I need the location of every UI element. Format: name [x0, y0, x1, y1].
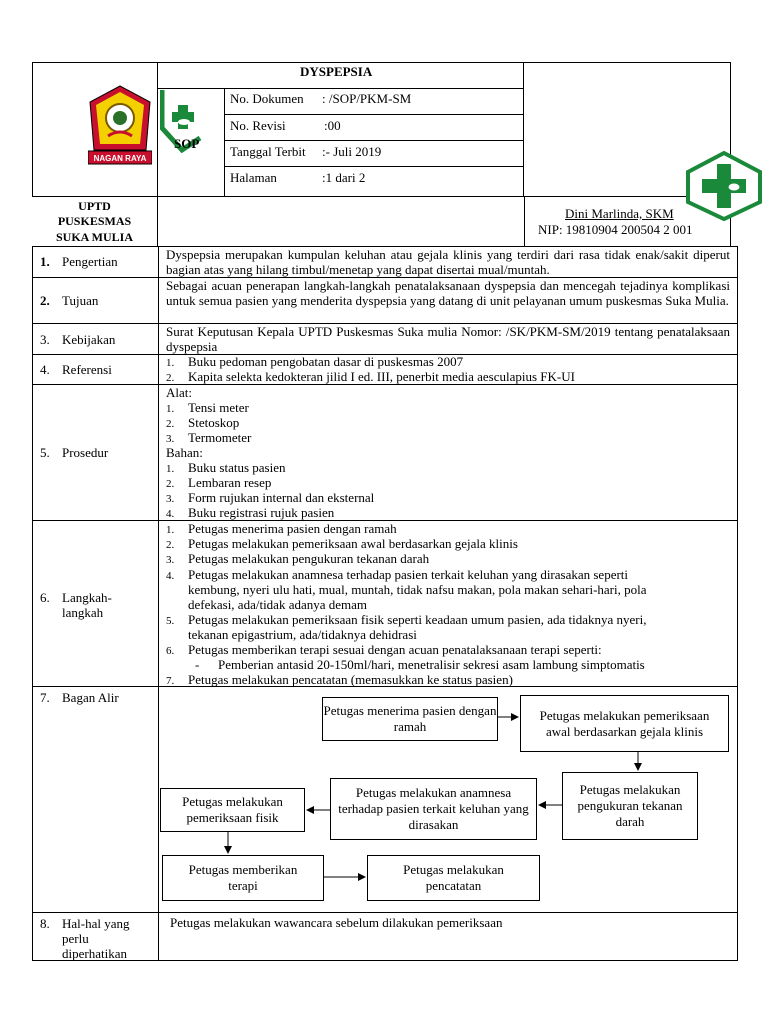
section-label-hal-hal-2: perlu: [62, 931, 89, 946]
pengertian-text: Dyspepsia merupakan kumpulan keluhan atau gejala klinis yang terdiri dari rasa tidak enak/sakit diperut bagian atas yang hilang timbul/menetap yang dapat disertai mual/muntah.: [166, 247, 730, 277]
document-title: DYSPEPSIA: [300, 64, 373, 79]
field-value-tanggal: :- Juli 2019: [322, 144, 382, 159]
section-number: 7.: [40, 690, 50, 705]
alat-item-2: 2. Stetoskop: [166, 415, 240, 430]
flow-box-pencatatan: Petugas melakukan pencatatan: [367, 855, 540, 901]
alat-label: Alat:: [166, 385, 192, 400]
section-number: 8.: [40, 916, 50, 931]
referensi-item-1: 1. Buku pedoman pengobatan dasar di puskesmas 2007: [166, 354, 464, 369]
section-label-referensi: Referensi: [62, 362, 112, 377]
langkah-item-5-line-2: tekanan epigastrium, ada/tidaknya dehidrasi: [188, 627, 417, 642]
tujuan-text: Sebagai acuan penerapan langkah-langkah penatalaksanaan dyspepsia dan mencegah tejadinya komplikasi untuk semua pasien yang menderita dyspepsia yang datang di unit pelayanan umum puskesmas Suka Mulia.: [166, 278, 730, 308]
bahan-label: Bahan:: [166, 445, 203, 460]
section-label-hal-hal-3: diperhatikan: [62, 946, 127, 961]
langkah-item-1: 1. Petugas menerima pasien dengan ramah: [166, 521, 397, 536]
field-value-dokumen: : /SOP/PKM-SM: [322, 91, 412, 106]
section-number: 3.: [40, 332, 50, 347]
kebijakan-text: Surat Keputusan Kepala UPTD Puskesmas Suka mulia Nomor: /SK/PKM-SM/2019 tentang penatalaksaan dyspepsia: [166, 324, 730, 354]
langkah-item-7: 7. Petugas melakukan pencatatan (memasukkan ke status pasien): [166, 672, 513, 687]
langkah-item-2: 2. Petugas melakukan pemeriksaan awal berdasarkan gejala klinis: [166, 536, 518, 551]
org-line-2: PUSKESMAS: [57, 214, 132, 228]
langkah-item-3: 3. Petugas melakukan pengukuran tekanan darah: [166, 551, 430, 566]
bahan-item-1: 1. Buku status pasien: [166, 460, 286, 475]
field-label-revisi: No. Revisi: [230, 118, 286, 133]
org-line-1: UPTD: [78, 199, 111, 213]
section-label-langkah-2: langkah: [62, 605, 104, 620]
flow-box-pemeriksaan-awal: Petugas melakukan pemeriksaan awal berdasarkan gejala klinis: [520, 695, 729, 752]
flow-box-anamnesa: Petugas melakukan anamnesa terhadap pasien terkait keluhan yang dirasakan: [330, 778, 537, 840]
org-line-3: SUKA MULIA: [55, 230, 133, 244]
langkah-item-5: 5. Petugas melakukan pemeriksaan fisik seperti keadaan umum pasien, ada tidaknya nyeri,: [166, 612, 647, 627]
langkah-item-4-line-2: kembung, nyeri ulu hati, mual, muntah, tidak nafsu makan, pola makan sehari-hari, pola: [188, 582, 647, 597]
section-number: 1.: [40, 254, 50, 269]
langkah-item-4-line-3: defekasi, ada/tidak adanya demam: [188, 597, 368, 612]
langkah-sub-item: Pemberian antasid 20-150ml/hari, menetralisir sekresi asam lambung simptomatis: [218, 657, 645, 672]
langkah-item-4: 4. Petugas melakukan anamnesa terhadap pasien terkait keluhan yang dirasakan seperti: [166, 567, 629, 582]
section-label-pengertian: Pengertian: [62, 254, 118, 269]
bahan-item-2: 2. Lembaran resep: [166, 475, 272, 490]
langkah-sub-dash: -: [195, 657, 200, 672]
section-number: 4.: [40, 362, 50, 377]
section-label-hal-hal: Hal-hal yang: [62, 916, 130, 931]
alat-item-3: 3. Termometer: [166, 430, 252, 445]
flow-box-tekanan-darah: Petugas melakukan pengukuran tekanan darah: [562, 772, 698, 840]
flow-box-menerima: Petugas menerima pasien dengan ramah: [322, 697, 498, 741]
section-label-bagan-alir: Bagan Alir: [62, 690, 119, 705]
section-number: 6.: [40, 590, 50, 605]
section-number: 2.: [40, 293, 50, 308]
langkah-item-6: 6. Petugas memberikan terapi sesuai dengan acuan penatalaksanaan terapi seperti:: [166, 642, 602, 657]
flow-box-pemeriksaan-fisik: Petugas melakukan pemeriksaan fisik: [160, 788, 305, 832]
signer-name: Dini Marlinda, SKM: [565, 206, 674, 221]
section-label-prosedur: Prosedur: [62, 445, 109, 460]
referensi-item-2: 2. Kapita selekta kedokteran jilid I ed. III, penerbit media aesculapius FK-UI: [166, 369, 575, 384]
logo-text: NAGAN RAYA: [93, 154, 147, 163]
field-label-dokumen: No. Dokumen: [230, 91, 304, 106]
field-value-halaman: :1 dari 2: [322, 170, 366, 185]
bahan-item-4: 4. Buku registrasi rujuk pasien: [166, 505, 335, 520]
field-label-halaman: Halaman: [230, 170, 277, 185]
section-label-tujuan: Tujuan: [62, 293, 99, 308]
flow-box-terapi: Petugas memberikan terapi: [162, 855, 324, 901]
field-label-tanggal: Tanggal Terbit: [230, 144, 306, 159]
bahan-item-3: 3. Form rujukan internal dan eksternal: [166, 490, 375, 505]
section-label-kebijakan: Kebijakan: [62, 332, 116, 347]
alat-item-1: 1. Tensi meter: [166, 400, 249, 415]
signer-nip: NIP: 19810904 200504 2 001: [538, 222, 693, 237]
field-value-revisi: :00: [324, 118, 341, 133]
section-number: 5.: [40, 445, 50, 460]
section-label-langkah: Langkah-: [62, 590, 112, 605]
hal-hal-text: Petugas melakukan wawancara sebelum dilakukan pemeriksaan: [170, 915, 503, 930]
sop-label: SOP: [174, 136, 200, 151]
